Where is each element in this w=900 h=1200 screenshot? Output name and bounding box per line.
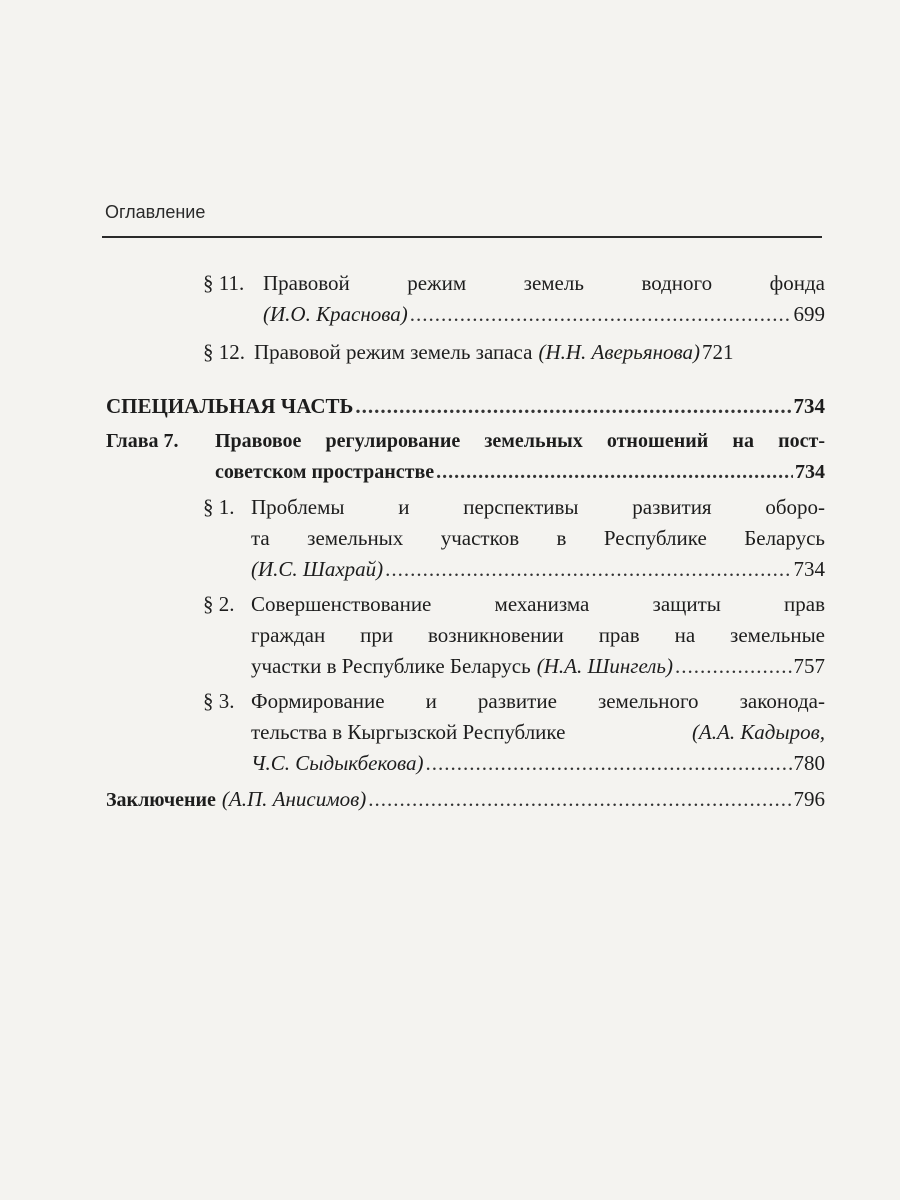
entry-title-cont: советском пространстве — [215, 461, 435, 483]
leader-dots — [675, 651, 792, 682]
entry-number: § 3. — [203, 689, 235, 713]
entry-page: 734 — [795, 461, 825, 483]
toc-entry-p2[interactable] — [203, 589, 825, 682]
leader-dots — [385, 554, 791, 585]
entry-number: § 1. — [203, 495, 235, 519]
entry-author: (Н.А. Шингель) — [536, 654, 673, 678]
entry-page: 757 — [793, 654, 825, 678]
entry-author: (А.А. Кадыров, — [691, 720, 825, 744]
leader-dots — [368, 784, 791, 815]
entry-page: 796 — [793, 787, 825, 811]
entry-title: СПЕЦИАЛЬНАЯ ЧАСТЬ — [106, 394, 354, 418]
entry-title-cont: та земельных участков в Республике Беларусь — [251, 526, 825, 550]
entry-title-cont: участки в Республике Беларусь — [251, 654, 531, 678]
entry-author-cont: Ч.С. Сыдыкбекова) — [251, 751, 424, 775]
toc-entry-chapter-7[interactable] — [106, 426, 825, 488]
entry-title: Заключение — [106, 789, 216, 811]
toc-entry-s12[interactable] — [203, 337, 825, 368]
entry-page: 734 — [793, 557, 825, 581]
leader-dots — [436, 457, 793, 488]
entry-title: Правовой режим земель запаса — [254, 340, 533, 364]
entry-number: § 12. — [203, 340, 245, 364]
toc-entry-conclusion[interactable] — [106, 784, 825, 815]
entry-title: Правовой режим земель водного фонда — [263, 271, 825, 295]
toc-entry-special-part[interactable] — [106, 391, 825, 422]
leader-dots — [425, 748, 791, 779]
entry-title: Совершенствование механизма защиты прав — [251, 592, 825, 616]
entry-page: 734 — [793, 394, 825, 418]
toc-entry-p1[interactable] — [203, 492, 825, 585]
entry-title-cont: граждан при возникновении прав на земельные — [251, 623, 825, 647]
toc-entry-p3[interactable] — [203, 686, 825, 779]
entry-number: § 2. — [203, 592, 235, 616]
leader-dots — [410, 299, 792, 330]
entry-title-cont: тельства в Кыргызской Республике — [251, 720, 566, 744]
running-header: Оглавление — [105, 202, 206, 222]
entry-page: 699 — [793, 302, 825, 326]
entry-author: (А.П. Анисимов) — [221, 787, 367, 811]
entry-number: § 11. — [203, 271, 245, 295]
entry-title: Правовое регулирование земельных отношений на пост- — [215, 430, 825, 452]
entry-title: Проблемы и перспективы развития оборо- — [251, 495, 825, 519]
entry-page: 780 — [793, 751, 825, 775]
header-rule — [102, 236, 822, 238]
entry-author: (Н.Н. Аверьянова) — [538, 340, 701, 364]
entry-number: Глава 7. — [106, 430, 179, 452]
toc-entry-s11[interactable] — [203, 268, 825, 330]
leader-dots — [355, 391, 791, 422]
entry-page: 721 — [702, 340, 734, 364]
entry-author: (И.О. Краснова) — [263, 302, 408, 326]
entry-author: (И.С. Шахрай) — [251, 557, 384, 581]
entry-title: Формирование и развитие земельного законода- — [251, 689, 825, 713]
